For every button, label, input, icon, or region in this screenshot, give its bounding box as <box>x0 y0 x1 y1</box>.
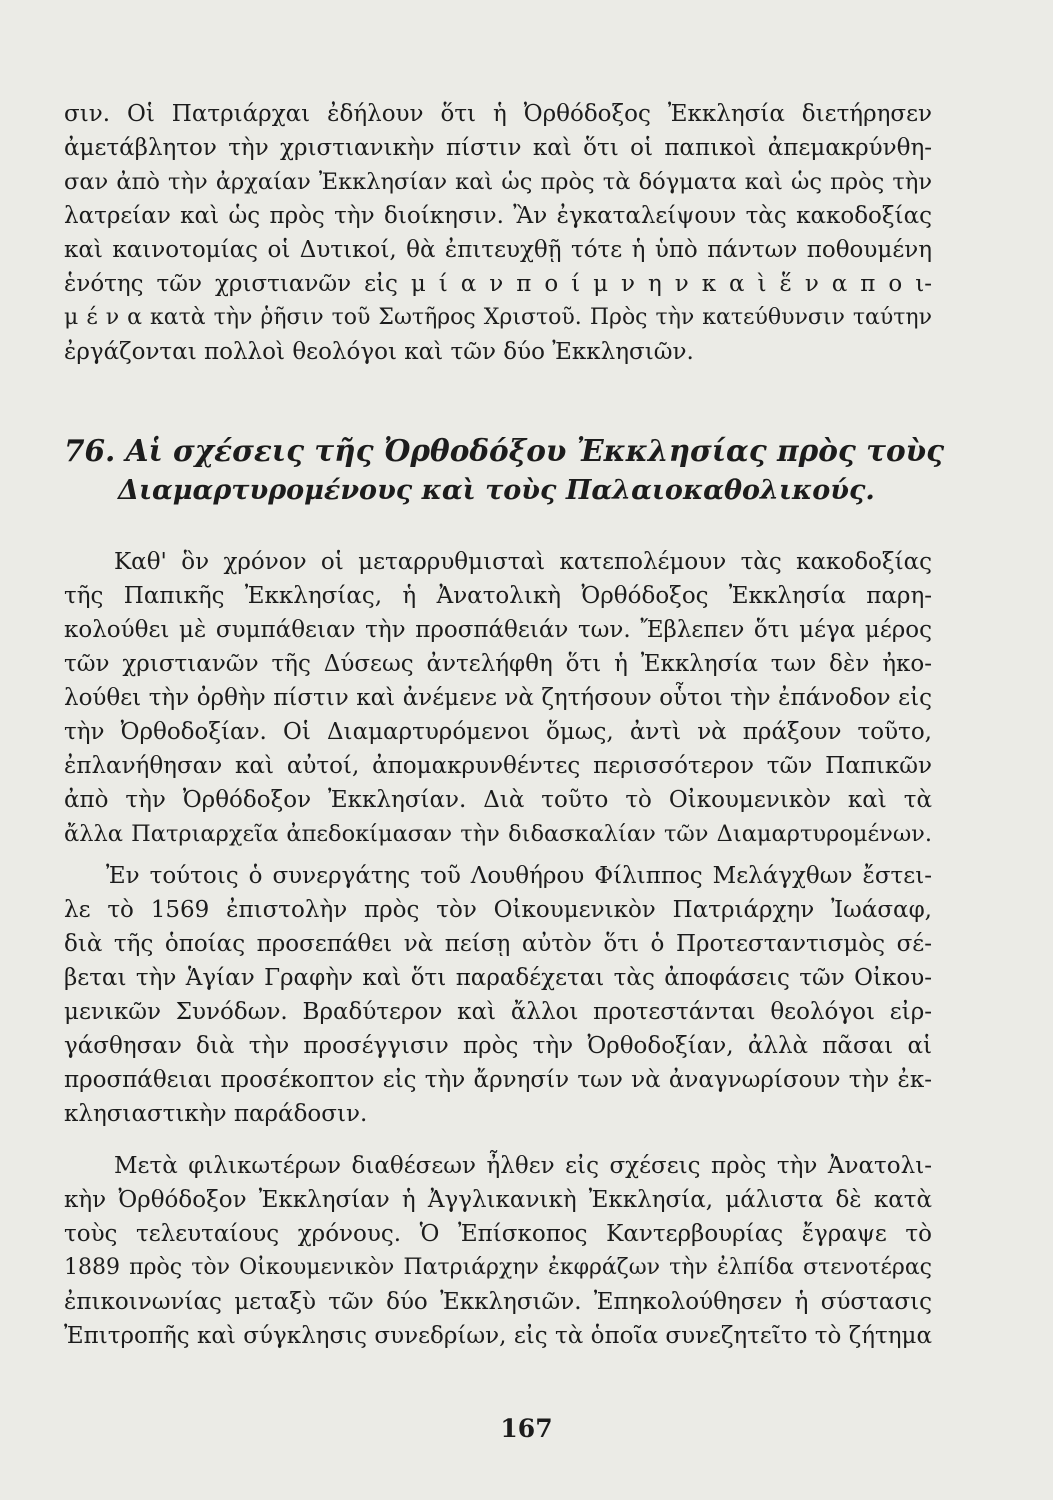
text-line: λατρείαν καὶ ὡς πρὸς τὴν διοίκησιν. Ἂν ἐγκαταλείψουν τὰς κακοδοξίας <box>64 203 932 229</box>
text-line: κολούθει μὲ συμπάθειαν τὴν προσπάθειάν των. Ἔβλεπεν ὅτι μέγα μέρος <box>64 617 932 643</box>
section-heading-line-2: Διαμαρτυρομένους καὶ τοὺς Παλαιοκαθολικούς. <box>118 475 875 506</box>
text-line: τοὺς τελευταίους χρόνους. Ὁ Ἐπίσκοπος Καντερβουρίας ἔγραψε τὸ <box>64 1221 932 1247</box>
text-line: λούθει τὴν ὀρθὴν πίστιν καὶ ἀνέμενε νὰ ζητήσουν οὗτοι τὴν ἐπάνοδον εἰς <box>64 685 932 711</box>
text-line: κὴν Ὀρθόδοξον Ἐκκλησίαν ἡ Ἀγγλικανικὴ Ἐκκλησία, μάλιστα δὲ κατὰ <box>64 1187 932 1213</box>
text-line: καὶ καινοτομίας οἱ Δυτικοί, θὰ ἐπιτευχθῇ τότε ἡ ὑπὸ πάντων ποθουμένη <box>64 237 932 263</box>
section-heading-line-1: 76. Αἱ σχέσεις τῆς Ὀρθοδόξου Ἐκκλησίας πρὸς τοὺς <box>64 433 945 468</box>
text-line: ἀπὸ τὴν Ὀρθόδοξον Ἐκκλησίαν. Διὰ τοῦτο τὸ Οἰκουμενικὸν καὶ τὰ <box>64 787 932 813</box>
text-line: ἐπικοινωνίας μεταξὺ τῶν δύο Ἐκκλησιῶν. Ἐπηκολούθησεν ἡ σύστασις <box>64 1289 932 1315</box>
text-line: ἐπλανήθησαν καὶ αὐτοί, ἀπομακρυνθέντες περισσότερον τῶν Παπικῶν <box>64 753 932 779</box>
text-line: σαν ἀπὸ τὴν ἀρχαίαν Ἐκκλησίαν καὶ ὡς πρὸς τὰ δόγματα καὶ ὡς πρὸς τὴν <box>64 169 932 195</box>
text-line: προσπάθειαι προσέκοπτον εἰς τὴν ἄρνησίν των νὰ ἀναγνωρίσουν τὴν ἐκ- <box>64 1067 932 1093</box>
text-line: λε τὸ 1569 ἐπιστολὴν πρὸς τὸν Οἰκουμενικὸν Πατριάρχην Ἰωάσαφ, <box>64 897 932 923</box>
text-line: ἐργάζονται πολλοὶ θεολόγοι καὶ τῶν δύο Ἐκκλησιῶν. <box>64 339 694 365</box>
text-line: τῆς Παπικῆς Ἐκκλησίας, ἡ Ἀνατολικὴ Ὀρθόδοξος Ἐκκλησία παρη- <box>64 583 932 609</box>
text-line: μενικῶν Συνόδων. Βραδύτερον καὶ ἄλλοι προτεστάνται θεολόγοι εἰρ- <box>64 999 932 1025</box>
text-line: Ἐπιτροπῆς καὶ σύγκλησις συνεδρίων, εἰς τὰ ὁποῖα συνεζητεῖτο τὸ ζήτημα <box>64 1323 932 1349</box>
text-line: σιν. Οἱ Πατριάρχαι ἐδήλουν ὅτι ἡ Ὀρθόδοξος Ἐκκλησία διετήρησεν <box>64 101 932 127</box>
text-line: διὰ τῆς ὁποίας προσεπάθει νὰ πείσῃ αὐτὸν ὅτι ὁ Προτεσταντισμὸς σέ- <box>64 931 932 957</box>
page-number: 167 <box>500 1414 553 1443</box>
text-line: ἑνότης τῶν χριστιανῶν εἰς μ ί α ν π ο ί μ ν η ν κ α ὶ ἕ ν α π ο ι- <box>64 271 932 297</box>
text-line: τὴν Ὀρθοδοξίαν. Οἱ Διαμαρτυρόμενοι ὅμως, ἀντὶ νὰ πράξουν τοῦτο, <box>64 719 932 745</box>
text-line: ἀμετάβλητον τὴν χριστιανικὴν πίστιν καὶ ὅτι οἱ παπικοὶ ἀπεμακρύνθη- <box>64 135 932 161</box>
text-line: βεται τὴν Ἁγίαν Γραφὴν καὶ ὅτι παραδέχεται τὰς ἀποφάσεις τῶν Οἰκου- <box>64 965 932 991</box>
text-line: γάσθησαν διὰ τὴν προσέγγισιν πρὸς τὴν Ὀρθοδοξίαν, ἀλλὰ πᾶσαι αἱ <box>64 1033 932 1059</box>
text-line: Ἐν τούτοις ὁ συνεργάτης τοῦ Λουθήρου Φίλιππος Μελάγχθων ἔστει- <box>106 863 932 889</box>
text-line: κλησιαστικὴν παράδοσιν. <box>64 1101 368 1127</box>
text-line: Καθ' ὃν χρόνον οἱ μεταρρυθμισταὶ κατεπολέμουν τὰς κακοδοξίας <box>114 549 932 575</box>
text-line: μ έ ν α κατὰ τὴν ῥῆσιν τοῦ Σωτῆρος Χριστοῦ. Πρὸς τὴν κατεύθυνσιν ταύτην <box>64 305 932 330</box>
text-line: ἄλλα Πατριαρχεῖα ἀπεδοκίμασαν τὴν διδασκαλίαν τῶν Διαμαρτυρομένων. <box>64 821 932 847</box>
text-line: 1889 πρὸς τὸν Οἰκουμενικὸν Πατριάρχην ἐκφράζων τὴν ἐλπίδα στενοτέρας <box>64 1255 932 1280</box>
text-line: Μετὰ φιλικωτέρων διαθέσεων ἦλθεν εἰς σχέσεις πρὸς τὴν Ἀνατολι- <box>114 1153 932 1179</box>
text-line: τῶν χριστιανῶν τῆς Δύσεως ἀντελήφθη ὅτι ἡ Ἐκκλησία των δὲν ἠκο- <box>64 651 932 677</box>
